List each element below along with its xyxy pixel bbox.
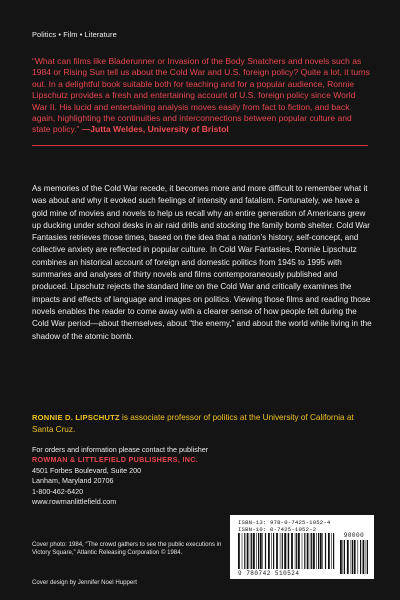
barcode-bars bbox=[238, 533, 336, 569]
publisher-website: www.rowmanlittlefield.com bbox=[32, 497, 117, 507]
order-intro: For orders and information please contact the publisher bbox=[32, 445, 209, 454]
publisher-name: ROWMAN & LITTLEFIELD PUBLISHERS, INC. bbox=[32, 455, 199, 465]
cover-photo-credit: Cover photo: 1984, “The crowd gathers to see the public executions in Victory Square,” Atlantic Releasing Corporation © 1984. bbox=[32, 541, 222, 557]
publisher-address-line-1: 4501 Forbes Boulevard, Suite 200 bbox=[32, 465, 142, 475]
author-bio bbox=[32, 412, 362, 435]
quote-attribution: —Jutta Weldes, University of Bristol bbox=[81, 124, 229, 135]
order-info bbox=[32, 445, 292, 507]
price-addon-digits: 90000 bbox=[343, 532, 365, 539]
category-line: Politics • Film • Literature bbox=[32, 30, 117, 39]
isbn-10: ISBN-10: 0-7425-1052-2 bbox=[238, 526, 317, 533]
author-name: RONNIE D. LIPSCHUTZ bbox=[32, 413, 120, 422]
publisher-phone: 1-800-462-6420 bbox=[32, 486, 84, 496]
barcode-digits: 9 780742 510524 bbox=[238, 570, 300, 577]
book-description: As memories of the Cold War recede, it becomes more and more difficult to remember what it was about and why it evoked such feelings of intensity and fatalism. Fortunately, we have a gold mine of movies and novels to help us recall why an entire generation of Americans grew up ducking under school desks in air raid drills and stocking the family bomb shelter. Cold War Fantasies retrieves those times, based on the idea that a nation’s history, self-concept, and collective anxiety are reflected in popular culture. In Cold War Fantasies, Ronnie Lipschutz combines an historical account of foreign and domestic politics from 1945 to 1995 with summaries and analyses of thirty novels and films contemporaneously published and produced. Lipschutz rejects the standard line on the Cold War and critically examines the impacts and effects of language and images on politics. Viewing those films and reading those novels enables the reader to come away with a clearer sense of how people felt during the Cold War period—about themselves, about “the enemy,” and about the world while living in the shadow of the atomic bomb. bbox=[32, 184, 372, 341]
author-bio-text: is associate professor of politics at the University of California at Santa Cruz. bbox=[32, 413, 354, 434]
isbn-13: ISBN-13: 978-0-7425-1052-4 bbox=[238, 519, 331, 526]
quote-divider bbox=[32, 145, 368, 146]
price-addon-bars bbox=[340, 540, 368, 574]
cover-design-credit: Cover design by Jennifer Noel Huppert bbox=[32, 579, 138, 586]
endorsement-quote bbox=[32, 56, 370, 146]
quote-text: “What can films like Bladerunner or Invasion of the Body Snatchers and novels such as 1984 or Rising Sun tell us about the Cold War and U.S. foreign policy? Quite a lot, it turns out. In a delightful book suitable both for teaching and for a popular audience, Ronnie Lipschutz provides a fresh and entertaining account of U.S. foreign policy since World War II. His lucid and entertaining analysis moves easily from fact to fiction, and back again, highlighting the continuities and interconnections between popular culture and state policy.” bbox=[32, 56, 370, 135]
isbn-barcode bbox=[230, 515, 374, 579]
publisher-address-line-2: Lanham, Maryland 20706 bbox=[32, 476, 114, 486]
